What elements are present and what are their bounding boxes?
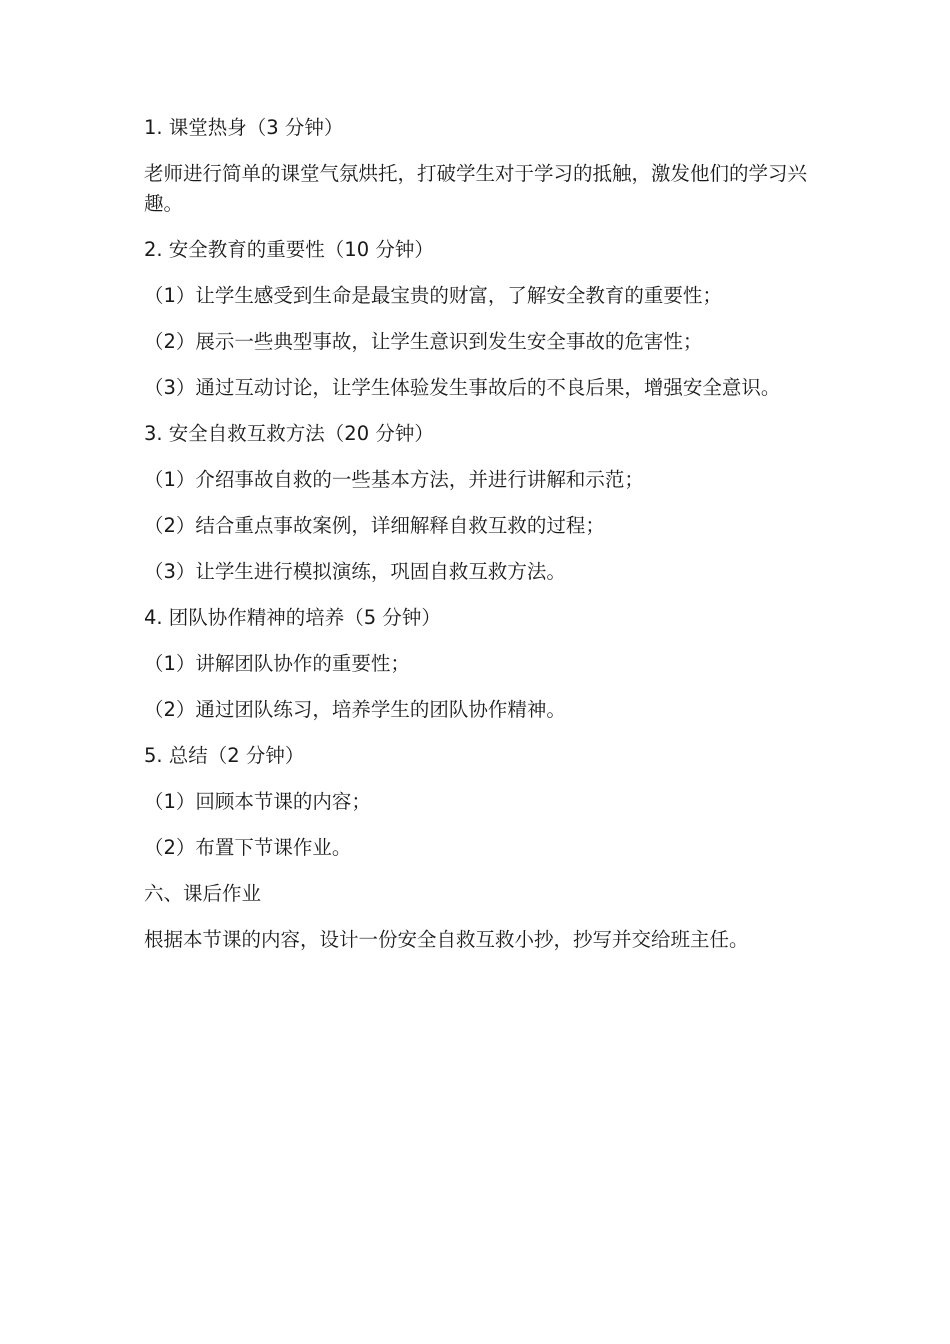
list-item-teamwork-2: （2）通过团队练习，培养学生的团队协作精神。 [144,698,566,721]
paragraph-homework: 根据本节课的内容，设计一份安全自救互救小抄，抄写并交给班主任。 [144,928,749,951]
list-item-summary-2: （2）布置下节课作业。 [144,836,352,859]
section-heading-self-rescue: 3. 安全自救互救方法（20 分钟） [144,422,434,445]
section-heading-homework: 六、课后作业 [144,882,262,905]
list-item-safety-importance-3: （3）通过互动讨论，让学生体验发生事故后的不良后果，增强安全意识。 [144,376,781,399]
section-heading-summary: 5. 总结（2 分钟） [144,744,305,767]
list-item-self-rescue-2: （2）结合重点事故案例，详细解释自救互救的过程； [144,514,605,537]
section-heading-warmup: 1. 课堂热身（3 分钟） [144,116,344,139]
list-item-self-rescue-3: （3）让学生进行模拟演练，巩固自救互救方法。 [144,560,566,583]
section-heading-safety-importance: 2. 安全教育的重要性（10 分钟） [144,238,434,261]
list-item-safety-importance-1: （1）让学生感受到生命是最宝贵的财富，了解安全教育的重要性； [144,284,722,307]
list-item-self-rescue-1: （1）介绍事故自救的一些基本方法，并进行讲解和示范； [144,468,644,491]
list-item-summary-1: （1）回顾本节课的内容； [144,790,371,813]
list-item-safety-importance-2: （2）展示一些典型事故，让学生意识到发生安全事故的危害性； [144,330,703,353]
list-item-teamwork-1: （1）讲解团队协作的重要性； [144,652,410,675]
section-heading-teamwork: 4. 团队协作精神的培养（5 分钟） [144,606,441,629]
document-body [144,113,810,971]
paragraph-warmup: 老师进行简单的课堂气氛烘托，打破学生对于学习的抵触，激发他们的学习兴趣。 [144,162,808,215]
